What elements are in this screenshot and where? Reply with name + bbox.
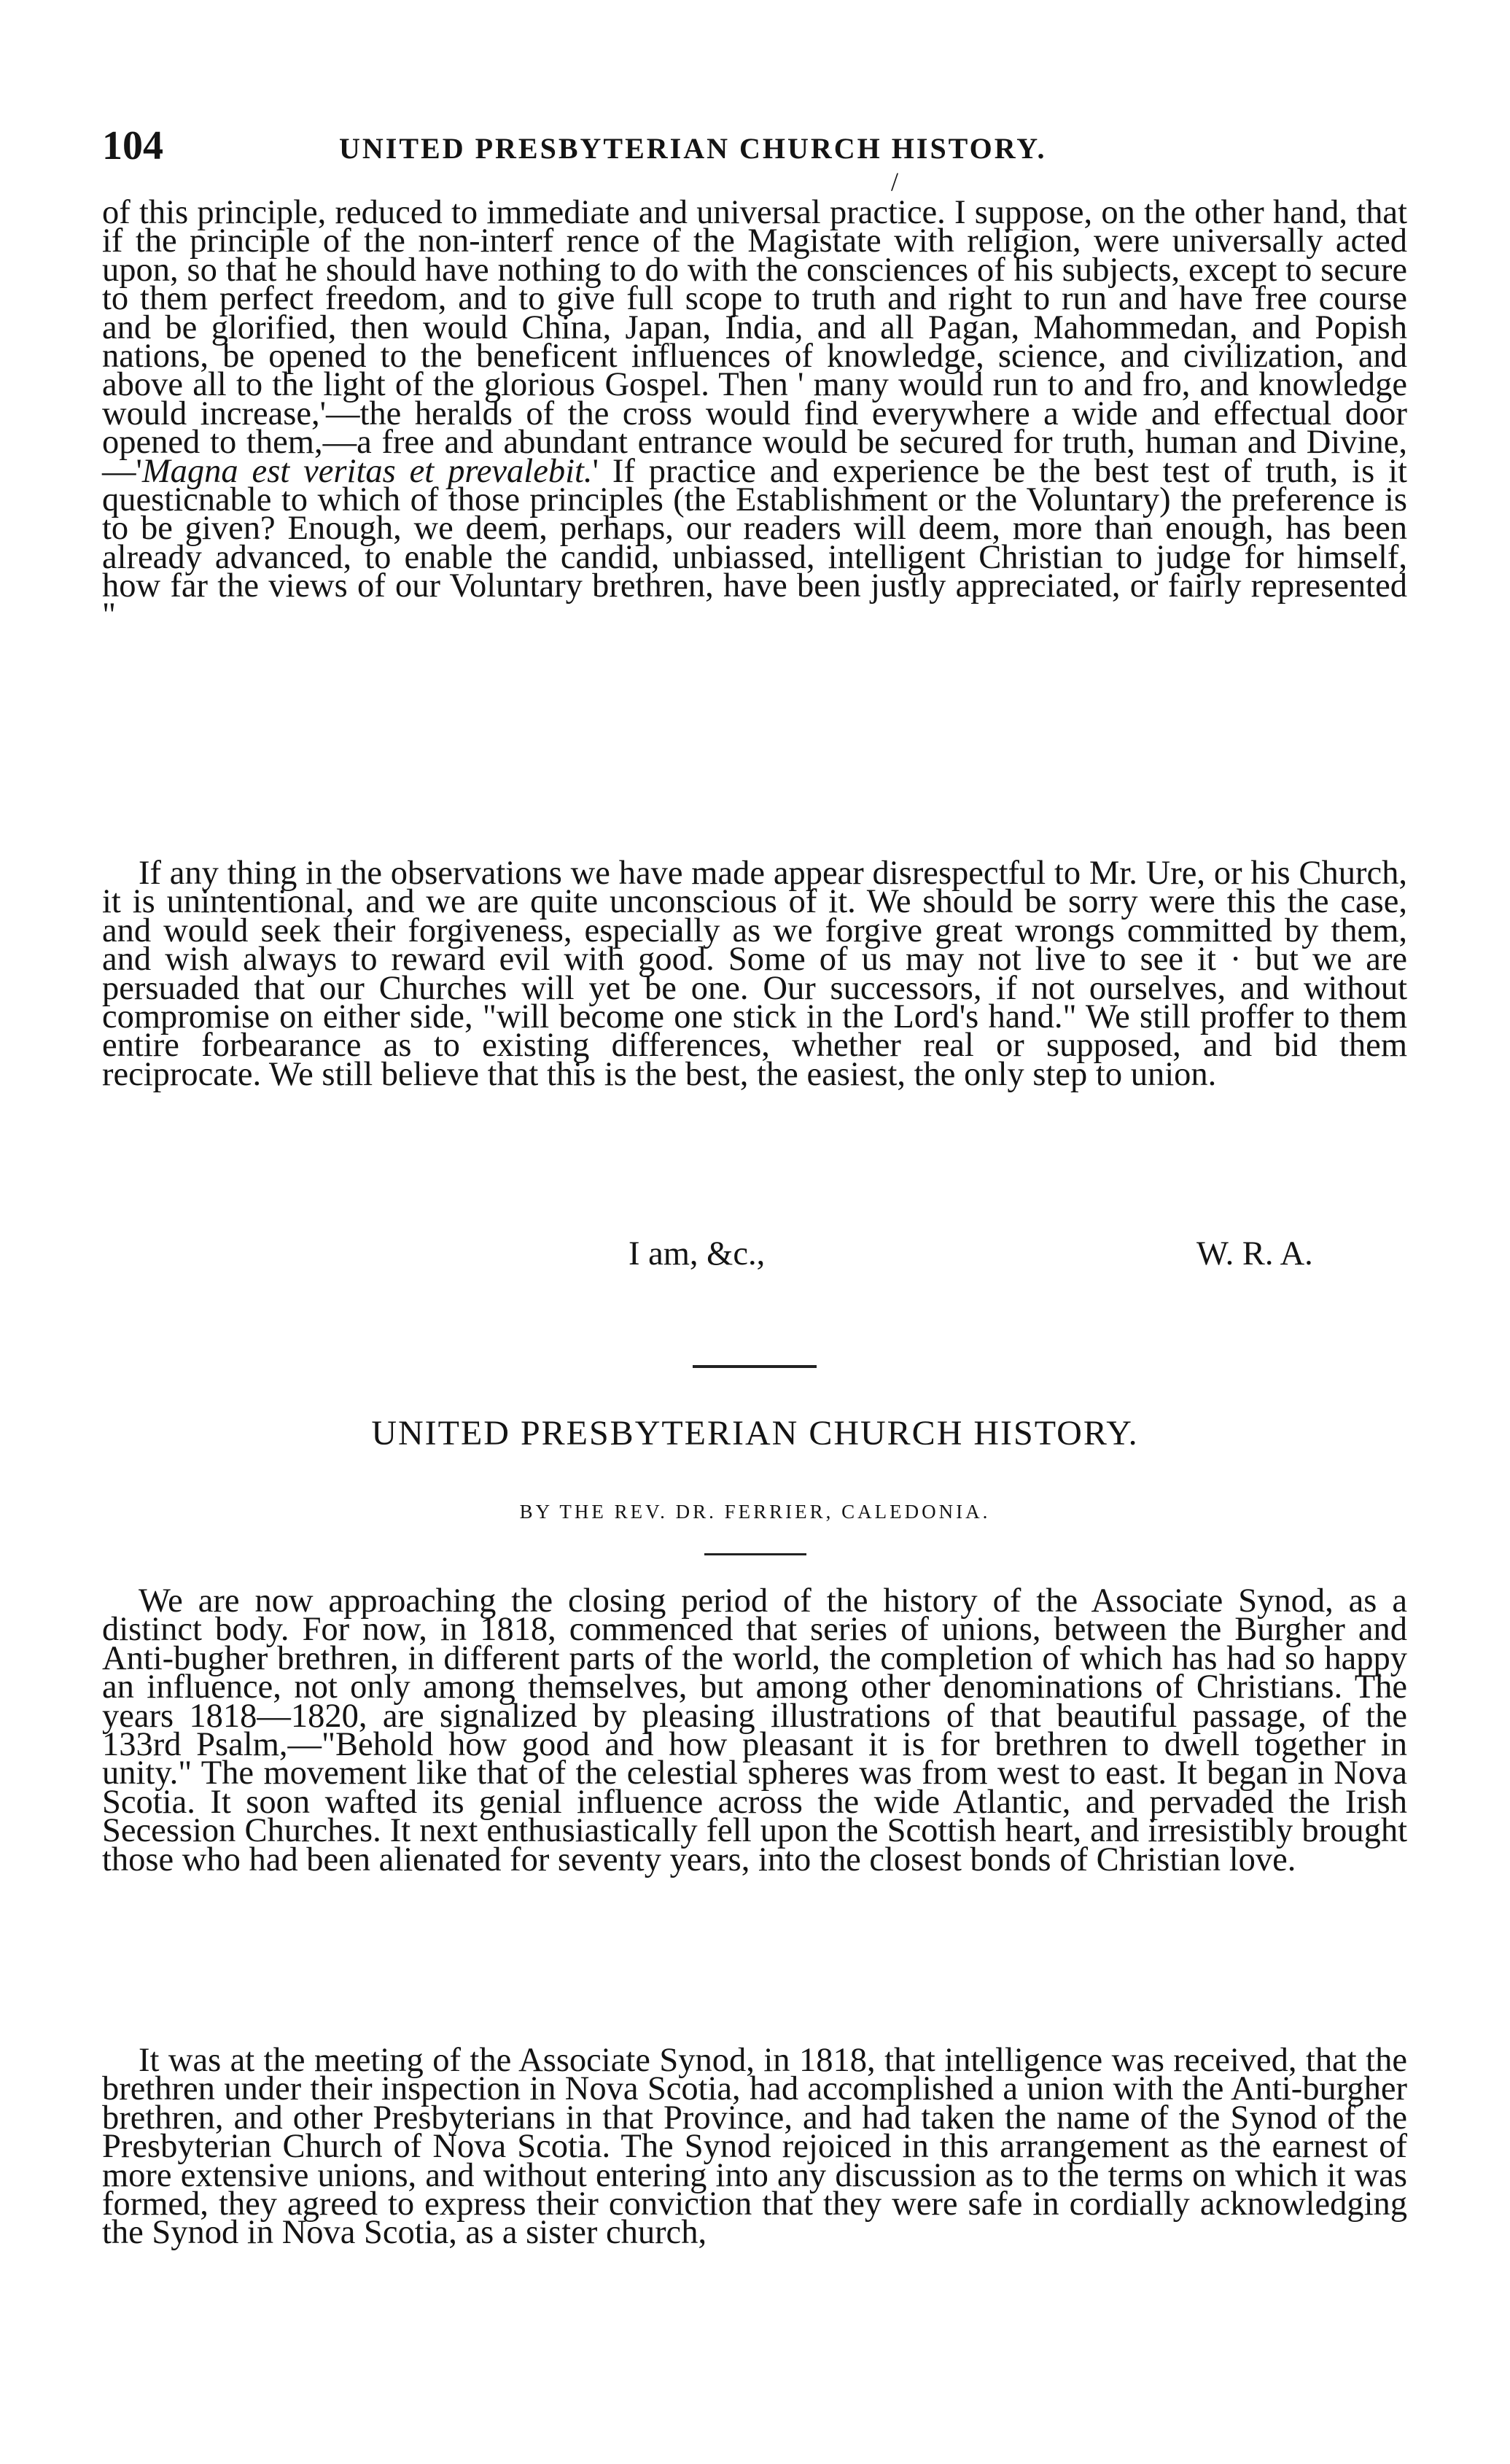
- article-byline: BY THE REV. DR. FERRIER, CALEDONIA.: [519, 1501, 991, 1523]
- article-paragraph-2: It was at the meeting of the Associate Synod, in 1818, that intelligence was received, that the brethren under their inspection in Nova Scotia, had accomplished a union with the Anti-burgher brethren, and other Presbyterians in that Province, and had taken the name of the Synod of the Presbyterian Church of Nova Scotia. The Synod rejoiced in this arrangement as the earnest of more extensive unions, and without entering into any discussion as to the terms on which it was formed, they agreed to express their conviction that they were safe in cordially acknowledging the Synod in Nova Scotia, as a sister church,: [102, 2042, 1407, 2252]
- letter-paragraph-2: If any thing in the observations we have made appear disrespectful to Mr. Ure, or his Church, it is unintentional, and we are quite unconscious of it. We should be sorry were this the case, and would seek their forgiveness, especially as we forgive great wrongs committed by them, and wish always to reward evil with good. Some of us may not live to see it · but we are persuaded that our Churches will yet be one. Our successors, if not ourselves, and without compromise on either side, "will become one stick in the Lord's hand." We still proffer to them entire forbearance as to existing differences, whether real or supposed, and bid them reciprocate. We still believe that this is the best, the easiest, the only step to union.: [102, 855, 1407, 1093]
- byline-divider: [704, 1553, 806, 1555]
- letter-closing: I am, &c.,: [628, 1235, 766, 1272]
- running-head: UNITED PRESBYTERIAN CHURCH HISTORY.: [339, 132, 1047, 165]
- letter-paragraph: [102, 194, 1407, 634]
- page-header: [102, 123, 1400, 196]
- page-number: 104: [102, 123, 163, 168]
- letter-signature: W. R. A.: [1196, 1235, 1313, 1272]
- article-title: UNITED PRESBYTERIAN CHURCH HISTORY.: [371, 1414, 1139, 1453]
- article-paragraph-1: We are now approaching the closing period of the history of the Associate Synod, as a distinct body. For now, in 1818, commenced that series of unions, between the Burgher and Anti-bugher brethren, in different parts of the world, the completion of which has had so happy an influence, not only among themselves, but among other denominations of Christians. The years 1818—1820, are signalized by pleasing illustrations of that beautiful passage, of the 133rd Psalm,—"Behold how good and how pleasant it is for brethren to dwell together in unity." The movement like that of the celestial spheres was from west to east. It began in Nova Scotia. It soon wafted its genial influence across the wide Atlantic, and pervaded the Irish Secession Churches. It next enthusiastically fell upon the Scottish heart, and irresistibly brought those who had been alienated for seventy years, into the closest bonds of Christian love.: [102, 1582, 1407, 1878]
- latin-quote: Magna est veritas et prevalebit.: [141, 452, 593, 490]
- letter-paragraph-end: ' If practice and experience be the best test of truth, is it questicnable to which of those principles (the Establishment or the Voluntary) the preference is to be given? Enough, we deem, perhaps, our readers will deem, more than enough, has been already advanced, to enable the candid, unbiassed, intelligent Christian to judge for himself, how far the views of our Voluntary brethren, have been justly appreciated, or fairly represented ": [102, 452, 1407, 634]
- letter-paragraph-text: of this principle, reduced to immediate and universal practice. I suppose, on the other hand, that if the principle of the non-interf rence of the Magistate with religion, were universally acted upon, so that he should have nothing to do with the consciences of his subjects, except to secure to them perfect freedom, and to give full scope to truth and right to run and have free course and be glorified, then would China, Japan, India, and all Pagan, Mahommedan, and Popish nations, be opened to the beneficent influences of knowledge, science, and civilization, and above all to the light of the glorious Gospel. Then ' many would run to and fro, and knowledge would increase,'—the heralds of the cross would find everywhere a wide and effectual door opened to them,—a free and abundant entrance would be secured for truth, human and Divine,—': [102, 194, 1407, 490]
- stray-mark: /: [891, 167, 899, 196]
- section-divider: [693, 1365, 817, 1368]
